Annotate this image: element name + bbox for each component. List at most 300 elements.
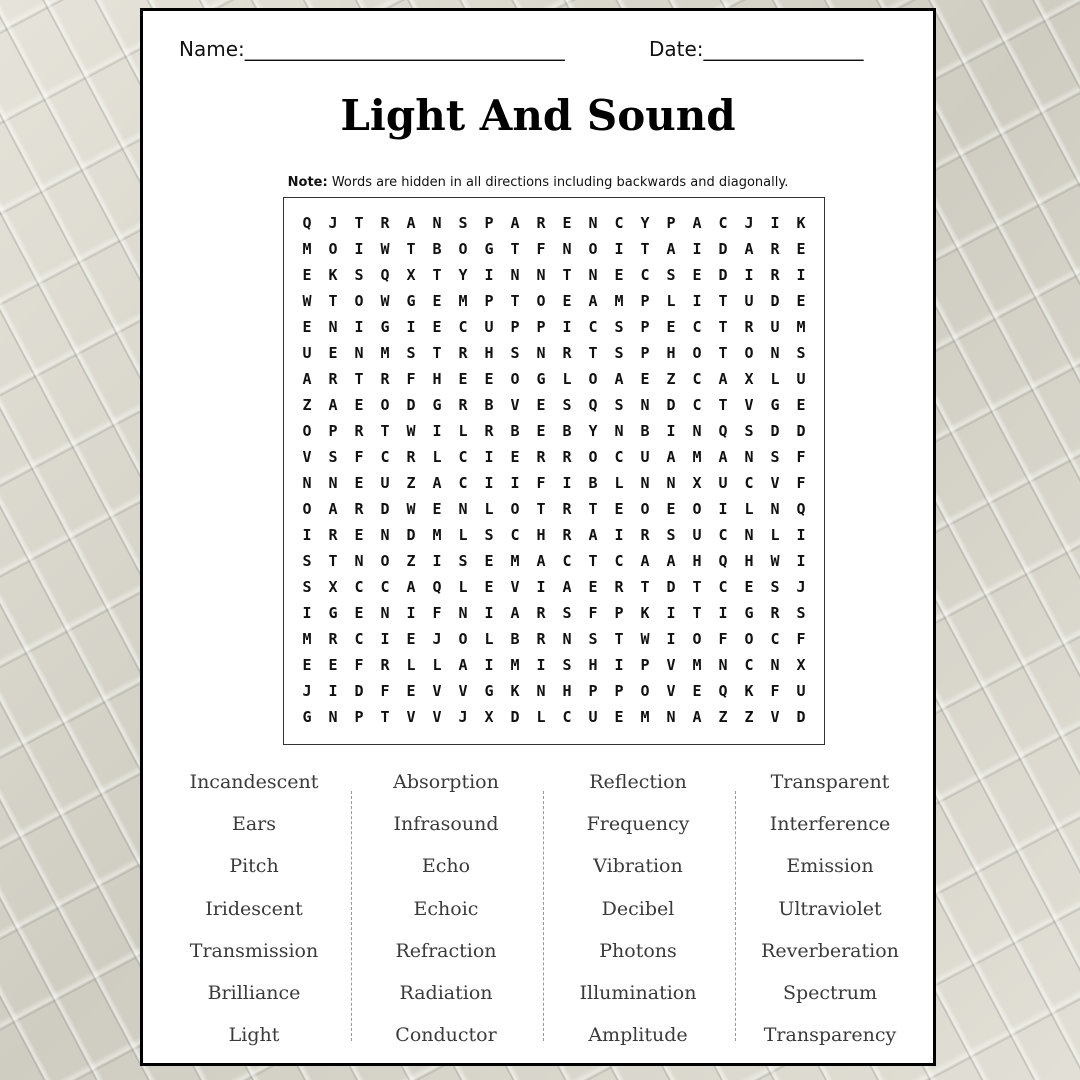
grid-letter: R — [562, 526, 572, 544]
grid-letter: S — [406, 344, 416, 362]
grid-letter: C — [718, 214, 728, 232]
grid-letter: T — [354, 370, 364, 388]
grid-letter: O — [302, 500, 312, 518]
grid-letter: F — [796, 630, 806, 648]
grid-letter: N — [770, 344, 780, 362]
grid-letter: C — [562, 708, 572, 726]
grid-letter: P — [640, 344, 650, 362]
grid-letter: I — [302, 526, 312, 544]
grid-letter: R — [614, 578, 624, 596]
grid-letter: D — [770, 292, 780, 310]
word-item: Emission — [786, 855, 874, 878]
grid-letter: N — [458, 500, 468, 518]
grid-letter: A — [302, 370, 312, 388]
grid-letter: W — [770, 552, 780, 570]
grid-letter: L — [406, 656, 416, 674]
grid-letter: A — [328, 500, 338, 518]
word-item: Decibel — [601, 897, 675, 920]
grid-letter: P — [588, 682, 598, 700]
grid-letter: E — [302, 266, 312, 284]
grid-letter: C — [718, 526, 728, 544]
grid-letter: Y — [458, 266, 468, 284]
grid-letter: B — [640, 422, 650, 440]
grid-letter: G — [484, 240, 494, 258]
grid-letter: S — [744, 422, 754, 440]
word-item: Refraction — [395, 939, 497, 962]
grid-letter: Q — [718, 552, 728, 570]
word-search-grid-frame — [283, 197, 825, 745]
grid-letter: B — [484, 396, 494, 414]
grid-letter: E — [302, 318, 312, 336]
note-label: Note: — [287, 175, 328, 190]
grid-letter: K — [640, 604, 650, 622]
grid-letter: M — [614, 292, 624, 310]
grid-letter: T — [510, 292, 520, 310]
name-field: Name:________________________________ — [179, 37, 565, 61]
grid-letter: U — [718, 474, 728, 492]
grid-letter: I — [666, 630, 676, 648]
grid-letter: C — [380, 578, 390, 596]
grid-letter: L — [432, 656, 442, 674]
grid-letter: D — [406, 526, 416, 544]
grid-letter: A — [510, 214, 520, 232]
grid-letter: S — [510, 344, 520, 362]
grid-letter: L — [562, 370, 572, 388]
grid-letter: F — [432, 604, 442, 622]
grid-letter: O — [354, 292, 364, 310]
grid-letter: I — [380, 630, 390, 648]
grid-letter: I — [432, 552, 442, 570]
word-item: Ears — [231, 813, 277, 836]
grid-letter: N — [640, 474, 650, 492]
grid-letter: B — [510, 422, 520, 440]
grid-letter: O — [744, 344, 754, 362]
grid-letter: S — [328, 448, 338, 466]
grid-letter: O — [380, 552, 390, 570]
grid-letter: T — [588, 344, 598, 362]
grid-letter: I — [302, 604, 312, 622]
word-item: Transmission — [189, 939, 319, 962]
grid-letter: H — [484, 344, 494, 362]
word-search-grid — [294, 210, 814, 730]
grid-letter: O — [588, 448, 598, 466]
grid-letter: G — [770, 396, 780, 414]
grid-letter: Q — [718, 422, 728, 440]
word-item: Vibration — [593, 855, 683, 878]
grid-letter: N — [588, 214, 598, 232]
grid-letter: L — [484, 630, 494, 648]
grid-letter: C — [562, 552, 572, 570]
grid-letter: G — [328, 604, 338, 622]
word-item: Amplitude — [588, 1024, 688, 1047]
grid-letter: O — [302, 422, 312, 440]
grid-letter: X — [406, 266, 416, 284]
grid-letter: D — [666, 578, 676, 596]
grid-letter: H — [744, 552, 754, 570]
grid-letter: O — [692, 344, 702, 362]
grid-letter: E — [354, 474, 364, 492]
grid-letter: N — [744, 448, 754, 466]
grid-letter: E — [354, 396, 364, 414]
grid-letter: N — [536, 266, 546, 284]
grid-letter: O — [692, 500, 702, 518]
grid-letter: A — [666, 448, 676, 466]
grid-letter: T — [692, 604, 702, 622]
word-item: Reflection — [589, 771, 687, 793]
grid-letter: K — [744, 682, 754, 700]
grid-letter: S — [562, 396, 572, 414]
grid-letter: T — [588, 552, 598, 570]
grid-letter: C — [380, 448, 390, 466]
grid-letter: U — [302, 344, 312, 362]
grid-letter: A — [536, 552, 546, 570]
grid-letter: C — [458, 448, 468, 466]
grid-letter: E — [640, 370, 650, 388]
grid-letter: S — [614, 318, 624, 336]
grid-letter: R — [562, 448, 572, 466]
grid-letter: A — [510, 604, 520, 622]
grid-letter: F — [536, 240, 546, 258]
grid-letter: F — [718, 630, 728, 648]
grid-letter: V — [770, 708, 780, 726]
grid-letter: T — [562, 266, 572, 284]
grid-letter: T — [432, 344, 442, 362]
grid-letter: R — [770, 604, 780, 622]
grid-letter: C — [614, 448, 624, 466]
grid-letter: F — [354, 448, 364, 466]
grid-letter: C — [692, 370, 702, 388]
grid-letter: A — [406, 214, 416, 232]
grid-letter: E — [692, 682, 702, 700]
grid-letter: T — [718, 344, 728, 362]
grid-letter: U — [796, 682, 806, 700]
header-row — [179, 37, 899, 67]
grid-letter: V — [510, 578, 520, 596]
grid-letter: V — [510, 396, 520, 414]
grid-letter: R — [354, 500, 364, 518]
grid-letter: V — [432, 682, 442, 700]
grid-letter: P — [484, 214, 494, 232]
grid-letter: I — [510, 474, 520, 492]
grid-letter: M — [510, 656, 520, 674]
grid-letter: N — [562, 240, 572, 258]
grid-letter: O — [640, 682, 650, 700]
grid-letter: I — [614, 526, 624, 544]
grid-letter: W — [380, 240, 390, 258]
grid-letter: B — [562, 422, 572, 440]
grid-letter: M — [692, 448, 702, 466]
grid-letter: S — [484, 526, 494, 544]
grid-letter: P — [640, 656, 650, 674]
grid-letter: X — [692, 474, 702, 492]
grid-letter: H — [588, 656, 598, 674]
grid-letter: C — [510, 526, 520, 544]
word-item: Transparency — [763, 1024, 897, 1047]
grid-letter: N — [328, 318, 338, 336]
grid-letter: O — [588, 240, 598, 258]
word-item: Absorption — [393, 771, 499, 793]
grid-letter: I — [796, 552, 806, 570]
grid-letter: E — [796, 292, 806, 310]
grid-letter: N — [380, 526, 390, 544]
grid-letter: C — [718, 578, 728, 596]
grid-letter: N — [510, 266, 520, 284]
grid-letter: K — [510, 682, 520, 700]
word-column — [735, 771, 925, 1051]
grid-letter: U — [380, 474, 390, 492]
word-item: Spectrum — [782, 982, 878, 1004]
grid-letter: B — [432, 240, 442, 258]
grid-letter: S — [770, 448, 780, 466]
word-item: Frequency — [586, 813, 690, 836]
grid-letter: N — [692, 422, 702, 440]
grid-letter: D — [718, 266, 728, 284]
grid-letter: I — [692, 292, 702, 310]
grid-letter: H — [692, 552, 702, 570]
worksheet — [140, 8, 936, 1066]
grid-letter: T — [432, 266, 442, 284]
grid-letter: U — [692, 526, 702, 544]
grid-letter: I — [432, 422, 442, 440]
grid-letter: Z — [302, 396, 312, 414]
word-item: Photons — [599, 939, 677, 962]
grid-letter: A — [744, 240, 754, 258]
grid-letter: R — [640, 526, 650, 544]
grid-letter: T — [536, 500, 546, 518]
grid-letter: B — [510, 630, 520, 648]
grid-letter: I — [354, 240, 364, 258]
grid-letter: E — [510, 448, 520, 466]
grid-letter: D — [354, 682, 364, 700]
grid-letter: T — [692, 578, 702, 596]
grid-letter: C — [614, 552, 624, 570]
grid-letter: Q — [380, 266, 390, 284]
grid-letter: I — [484, 266, 494, 284]
grid-letter: C — [458, 474, 468, 492]
grid-letter: A — [458, 656, 468, 674]
grid-letter: A — [640, 552, 650, 570]
grid-letter: M — [302, 630, 312, 648]
grid-letter: G — [380, 318, 390, 336]
grid-letter: X — [328, 578, 338, 596]
grid-letter: L — [770, 526, 780, 544]
grid-letter: T — [354, 214, 364, 232]
grid-letter: S — [614, 396, 624, 414]
grid-letter: N — [328, 708, 338, 726]
grid-letter: E — [562, 292, 572, 310]
grid-letter: P — [510, 318, 520, 336]
grid-letter: E — [406, 630, 416, 648]
grid-letter: E — [562, 214, 572, 232]
grid-letter: O — [588, 370, 598, 388]
grid-letter: S — [458, 552, 468, 570]
grid-letter: N — [432, 214, 442, 232]
grid-letter: I — [484, 474, 494, 492]
grid-letter: Q — [302, 214, 312, 232]
grid-letter: R — [536, 630, 546, 648]
grid-letter: V — [458, 682, 468, 700]
grid-letter: R — [536, 214, 546, 232]
grid-letter: O — [458, 240, 468, 258]
grid-letter: R — [328, 630, 338, 648]
grid-letter: R — [458, 396, 468, 414]
grid-letter: P — [328, 422, 338, 440]
grid-letter: C — [354, 630, 364, 648]
grid-letter: J — [458, 708, 468, 726]
grid-letter: S — [770, 578, 780, 596]
grid-letter: O — [744, 630, 754, 648]
grid-letter: J — [744, 214, 754, 232]
grid-letter: D — [796, 422, 806, 440]
grid-letter: I — [536, 656, 546, 674]
grid-letter: E — [328, 656, 338, 674]
grid-letter: R — [328, 526, 338, 544]
grid-letter: R — [744, 318, 754, 336]
date-field: Date:________________ — [649, 37, 864, 61]
grid-letter: E — [692, 266, 702, 284]
grid-letter: H — [562, 682, 572, 700]
grid-letter: I — [562, 318, 572, 336]
grid-letter: E — [614, 266, 624, 284]
grid-letter: H — [666, 344, 676, 362]
grid-letter: I — [484, 656, 494, 674]
grid-letter: I — [770, 214, 780, 232]
grid-letter: F — [354, 656, 364, 674]
grid-letter: N — [588, 266, 598, 284]
grid-letter: R — [562, 500, 572, 518]
grid-letter: N — [744, 526, 754, 544]
grid-letter: S — [302, 552, 312, 570]
grid-letter: A — [614, 370, 624, 388]
word-item: Pitch — [229, 855, 279, 878]
grid-letter: A — [328, 396, 338, 414]
grid-letter: O — [692, 630, 702, 648]
grid-letter: N — [640, 396, 650, 414]
grid-letter: J — [796, 578, 806, 596]
grid-letter: T — [510, 240, 520, 258]
grid-letter: N — [536, 682, 546, 700]
grid-letter: Z — [718, 708, 728, 726]
grid-letter: F — [380, 682, 390, 700]
grid-letter: M — [640, 708, 650, 726]
grid-letter: O — [458, 630, 468, 648]
grid-letter: O — [510, 500, 520, 518]
grid-letter: N — [666, 708, 676, 726]
grid-letter: I — [328, 682, 338, 700]
grid-letter: E — [406, 682, 416, 700]
grid-letter: L — [432, 448, 442, 466]
grid-letter: D — [380, 500, 390, 518]
grid-letter: L — [484, 500, 494, 518]
word-item: Conductor — [395, 1024, 497, 1047]
grid-letter: M — [692, 656, 702, 674]
grid-letter: Z — [744, 708, 754, 726]
grid-letter: M — [302, 240, 312, 258]
grid-letter: N — [562, 630, 572, 648]
grid-letter: I — [614, 656, 624, 674]
grid-letter: N — [770, 656, 780, 674]
grid-letter: R — [380, 214, 390, 232]
grid-letter: I — [406, 604, 416, 622]
grid-letter: E — [328, 344, 338, 362]
grid-letter: C — [588, 318, 598, 336]
grid-letter: Q — [796, 500, 806, 518]
grid-letter: S — [562, 656, 572, 674]
grid-letter: A — [588, 292, 598, 310]
grid-letter: E — [432, 292, 442, 310]
grid-letter: F — [796, 474, 806, 492]
grid-letter: S — [666, 266, 676, 284]
grid-letter: E — [614, 500, 624, 518]
word-item: Iridescent — [205, 897, 303, 920]
grid-letter: R — [354, 422, 364, 440]
grid-letter: F — [536, 474, 546, 492]
grid-letter: U — [640, 448, 650, 466]
grid-letter: T — [588, 500, 598, 518]
grid-letter: F — [588, 604, 598, 622]
word-item: Echo — [421, 855, 471, 878]
grid-letter: L — [744, 500, 754, 518]
grid-letter: M — [458, 292, 468, 310]
grid-letter: E — [536, 396, 546, 414]
word-item: Transparent — [770, 771, 890, 793]
grid-letter: C — [692, 318, 702, 336]
grid-letter: N — [614, 422, 624, 440]
grid-letter: I — [744, 266, 754, 284]
grid-letter: U — [796, 370, 806, 388]
word-item: Light — [228, 1024, 280, 1047]
grid-letter: T — [328, 292, 338, 310]
grid-letter: X — [796, 656, 806, 674]
grid-letter: N — [354, 344, 364, 362]
grid-letter: P — [614, 682, 624, 700]
grid-letter: I — [484, 604, 494, 622]
grid-letter: V — [432, 708, 442, 726]
grid-letter: V — [666, 682, 676, 700]
grid-letter: R — [458, 344, 468, 362]
grid-letter: P — [614, 604, 624, 622]
grid-letter: L — [770, 370, 780, 388]
grid-letter: E — [536, 422, 546, 440]
grid-letter: O — [640, 500, 650, 518]
grid-letter: D — [406, 396, 416, 414]
grid-letter: C — [614, 214, 624, 232]
grid-letter: Q — [588, 396, 598, 414]
grid-letter: A — [432, 474, 442, 492]
grid-letter: E — [666, 318, 676, 336]
grid-letter: E — [484, 578, 494, 596]
grid-letter: I — [666, 604, 676, 622]
grid-letter: R — [380, 370, 390, 388]
grid-letter: G — [744, 604, 754, 622]
grid-letter: N — [380, 604, 390, 622]
grid-letter: E — [614, 708, 624, 726]
grid-letter: T — [406, 240, 416, 258]
note-text: Words are hidden in all directions including backwards and diagonally. — [327, 175, 789, 190]
word-item: Infrasound — [393, 813, 499, 836]
grid-letter: I — [614, 240, 624, 258]
grid-letter: N — [328, 474, 338, 492]
grid-letter: D — [510, 708, 520, 726]
word-item: Interference — [769, 813, 891, 836]
grid-letter: V — [744, 396, 754, 414]
word-item: Reverberation — [761, 939, 899, 962]
grid-letter: N — [354, 552, 364, 570]
grid-letter: N — [302, 474, 312, 492]
grid-letter: A — [588, 526, 598, 544]
grid-letter: E — [796, 240, 806, 258]
grid-letter: W — [380, 292, 390, 310]
